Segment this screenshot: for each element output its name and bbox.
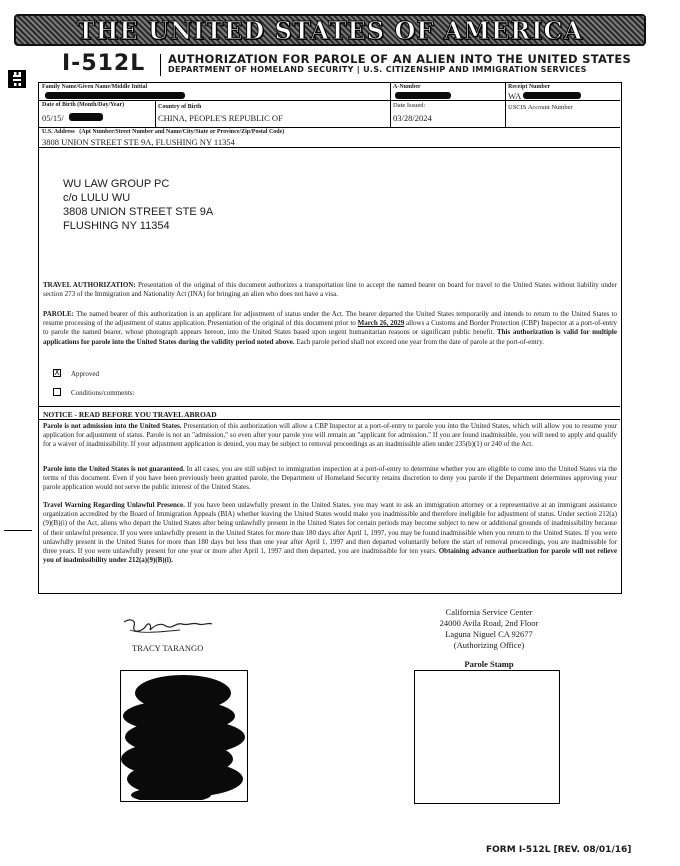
header-divider (160, 54, 161, 76)
receipt-redaction (523, 92, 581, 99)
notice-p2-text: In all cases, you are still subject to immigration inspection at a port-of-entry to determine whether you are eligible to come into the United States via the terms of this document. Even if you have been previously been granted parole, the Department of Homeland Security retains discretion to deny you parole if the Department determines approving your parole application would not serve the public interest of the United States. (43, 465, 617, 492)
uscis-account-label: USCIS Account Number (508, 104, 573, 111)
notice-p2-heading: Parole into the United States is not guaranteed. (43, 465, 185, 473)
mailing-line: 3808 UNION STREET STE 9A (63, 206, 214, 218)
banner-text: THE UNITED STATES OF AMERICA (76, 15, 584, 45)
signature-icon (120, 612, 216, 642)
col-divider (390, 83, 391, 127)
receipt-label: Receipt Number (508, 84, 551, 90)
notice-paragraph-1 (43, 422, 617, 450)
date-issued-value: 03/28/2024 (393, 113, 432, 123)
notice-divider (39, 406, 620, 407)
receipt-value: WA (508, 91, 522, 101)
office-line: Laguna Niguel CA 92677 (445, 629, 533, 639)
travel-text: Presentation of the original of this document authorizes a transportation line to accept the named bearer on board for travel to the United States without liability under section 273 of the Immigration and Nationality Act (INA) for bringing an alien who does not have a visa. (43, 281, 617, 299)
mailing-line: FLUSHING NY 11354 (63, 220, 170, 232)
form-revision: FORM I-512L [REV. 08/01/16] (486, 845, 632, 855)
approved-checkbox[interactable]: X (54, 368, 60, 377)
a-number-redaction (395, 92, 451, 99)
form-title: AUTHORIZATION FOR PAROLE OF AN ALIEN INTO THE UNITED STATES (168, 52, 632, 66)
travel-authorization (43, 281, 617, 299)
notice-title-divider (39, 419, 620, 420)
country-value: CHINA, PEOPLE'S REPUBLIC OF (158, 113, 283, 123)
mailing-line: c/o LULU WU (63, 192, 131, 204)
notice-p3-bold: Obtaining advance authorization for parole will not relieve you of inadmissibility under 212(a)(9)(B)(i). (43, 547, 617, 565)
office-line: 24000 Avila Road, 2nd Floor (439, 618, 539, 628)
dob-redaction (69, 113, 103, 121)
name-label: Family Name/Given Name/Middle Initial (42, 84, 148, 90)
notice-p1-text: Presentation of this authorization will allow a CBP Inspector at a port-of-entry to parole you into the United States, which will allow you to resume your application for adjustment of status. Parole is not an "admission," so even after your parole you will remain an "applicant for admission." If you are found inadmissible, you will need to apply and qualify for a waiver of inadmissibility. If your adjustment application is denied, you may be subject to removal proceedings as an inadmissible alien under 235(b)(1) or 240 of the Act. (43, 422, 617, 449)
notice-title: NOTICE - READ BEFORE YOU TRAVEL ABROAD (43, 410, 217, 419)
dob-value: 05/15/ (42, 113, 64, 123)
office-line: (Authorizing Office) (453, 640, 525, 650)
row-divider (39, 147, 620, 148)
address-value: 3808 UNION STREET STE 9A, FLUSHING NY 11354 (42, 137, 235, 147)
dob-label: Date of Birth (Month/Day/Year) (42, 102, 125, 108)
row-divider (39, 100, 620, 101)
parole-expiry-date: March 26, 2029 (357, 319, 405, 328)
margin-mark (4, 530, 32, 531)
date-issued-label: Date Issued: (393, 102, 426, 109)
col-divider (155, 100, 156, 127)
parole-stamp-box (414, 670, 560, 804)
row-divider (39, 127, 620, 128)
mailing-line: WU LAW GROUP PC (63, 178, 170, 190)
approved-label: Approved (71, 370, 99, 378)
photo-box (120, 670, 248, 802)
notice-p1-heading: Parole is not admission into the United States. (43, 422, 182, 430)
address-sublabel: (Apt Number/Street Number and Name/City/State or Province/Zip/Postal Code) (79, 129, 285, 135)
notice-p3-text: If you have been unlawfully present in the United States, you may want to ask an immigration attorney or a representative at an immigrant assistance organization accredited by the Board of Immigration Appeals (BIA) whether leaving the United States would make you inadmissible and therefore ineligible for adjustment of status. Under section 212(a)(9)(B)(i) of the Act, aliens who depart the United States after being unlawfully present in the United States for certain periods may become subject to new or additional grounds of inadmissibility because of their unlawful presence. If you were unlawfully present in the United States for more than 180 days after April 1, 1997, you may be found inadmissible when you return to the United States. If you were unlawfully present in the United States for more than 180 days but less than one year after April 1, 1997 and then departed voluntarily before the start of removal proceedings, you are inadmissible for three years. If you were unlawfully present for one year or more after April 1, 1997 and then departed, you are inadmissible for ten years. (43, 501, 617, 556)
parole-stamp-label: Parole Stamp (464, 659, 514, 669)
form-subtitle: DEPARTMENT OF HOMELAND SECURITY | U.S. CITIZENSHIP AND IMMIGRATION SERVICES (168, 65, 587, 74)
us-banner (14, 14, 646, 46)
address-label (42, 129, 284, 135)
notice-paragraph-3 (43, 501, 617, 565)
parole-text-a: The named bearer of this authorization is an applicant for adjustment of status under the Act. The bearer departed the United States temporarily and intends to return to the United States to resume processing of the adjustment of status application. Presentation of the original of this document prior to (43, 310, 617, 328)
conditions-checkbox[interactable] (53, 388, 61, 396)
parole-paragraph (43, 310, 617, 347)
form-number: I-512L (62, 51, 146, 76)
barcode-icon (8, 70, 26, 88)
address-label-text: U.S. Address (42, 129, 75, 135)
conditions-label: Conditions/comments: (71, 389, 135, 397)
notice-paragraph-2 (43, 465, 617, 493)
parole-bold: This authorization is valid for multiple applications for parole into the United States during the validity period noted above. (43, 328, 617, 346)
a-number-label: A-Number (393, 84, 421, 90)
parole-text-b: allows a Customs and Border Protection (CBP) Inspector at a port-of-entry to parole the named bearer, whose photograph appears hereon, into the United States based upon urgent humanitarian reasons or significant public benefit. (43, 319, 617, 337)
office-line: California Service Center (445, 607, 533, 617)
country-label: Country of Birth (158, 104, 202, 110)
parole-text-c: Each parole period shall not exceed one year from the date of parole at the port-of-entry. (294, 337, 544, 346)
signer-name: TRACY TARANGO (132, 643, 204, 653)
name-redaction (45, 92, 185, 99)
notice-p3-heading: Travel Warning Regarding Unlawful Presence. (43, 501, 185, 509)
col-divider (505, 83, 506, 127)
photo-redaction (121, 671, 246, 800)
parole-heading: PAROLE: (43, 310, 74, 318)
parole-form (38, 82, 622, 594)
mailing-address (63, 177, 213, 233)
authorizing-office (414, 607, 564, 651)
travel-heading: TRAVEL AUTHORIZATION: (43, 281, 136, 289)
